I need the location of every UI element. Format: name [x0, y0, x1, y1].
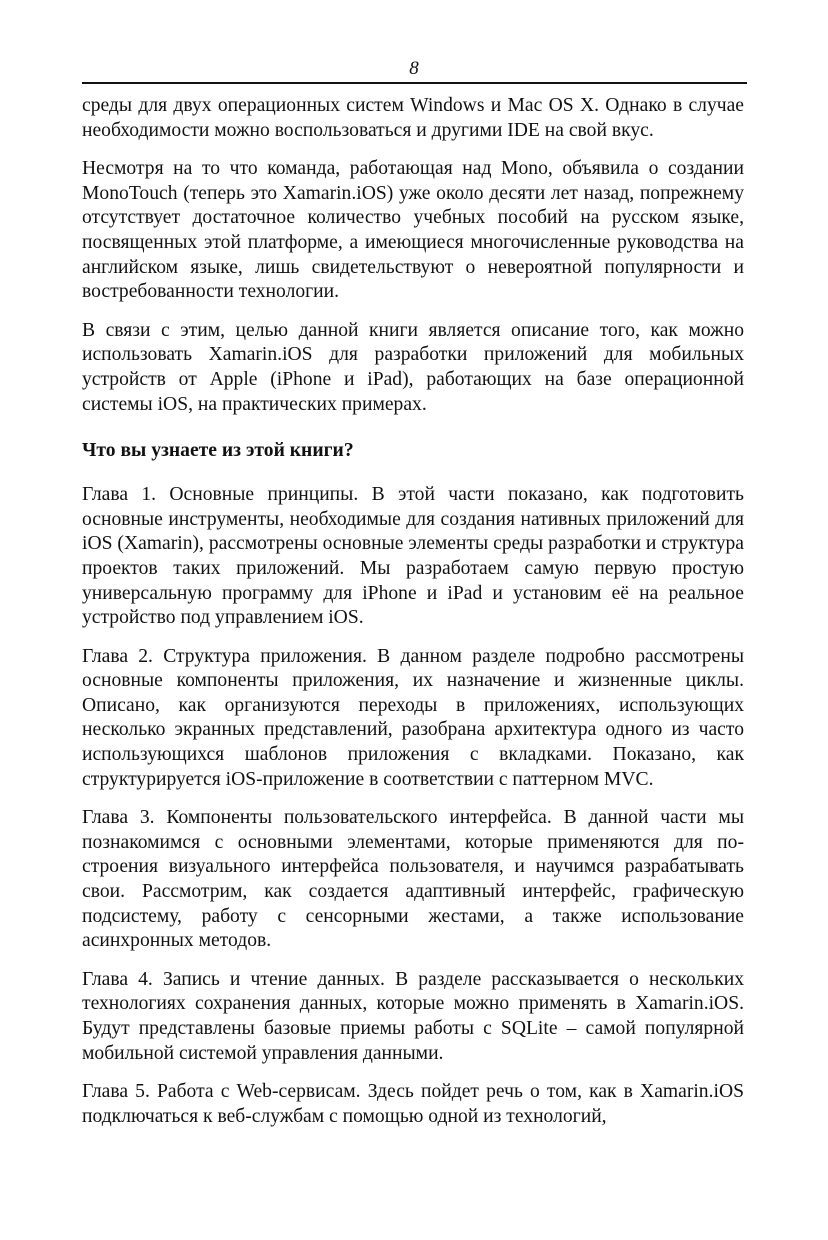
- page-number: 8: [409, 58, 419, 79]
- paragraph-chapter-1: Глава 1. Основные принципы. В этой части показано, как подготовить основные инструменты, необходимые для создания нативных приложений для iOS (Xamarin), рассмотрены основные элементы среды разработки и структура проектов таких приложений. Мы разработаем самую первую простую универсальную программу для iPhone и iPad и установим её на реальное устройство под управлением iOS.: [82, 484, 744, 629]
- paragraph-intro-1: среды для двух операционных систем Windows и Mac OS X. Однако в случае необходимости можно воспользоваться и другими IDE на свой вкус.: [82, 95, 744, 141]
- paragraph-chapter-3: Глава 3. Компоненты пользовательского интерфейса. В данной части мы познакомимся с основными элементами, которые применяются для построения визуального интерфейса пользователя, и научимся разрабатывать свои. Рассмотрим, как создается адаптивный интерфейс, графическую подсистему, работу с сенсорными жестами, а также использование асинхронных методов.: [82, 807, 744, 952]
- paragraph-intro-2: Несмотря на то что команда, работающая над Mono, объявила о создании MonoTouch (теперь это Xamarin.iOS) уже около десяти лет назад, попрежнему отсутствует достаточное количество учебных пособий на русском языке, посвященных этой платформе, а имеющиеся многочисленные руководства на английском языке, лишь свидетельствуют о невероятной популярности и востребованности технологии.: [82, 158, 744, 303]
- page-body: [82, 94, 744, 1143]
- section-heading: Что вы узнаете из этой книги?: [82, 440, 354, 462]
- header-rule: [82, 82, 747, 84]
- paragraph-intro-3: В связи с этим, целью данной книги является описание того, как можно использовать Xamarin.iOS для разработки приложений для мобильных устройств от Apple (iPhone и iPad), работающих на базе операционной системы iOS, на практических примерах.: [82, 319, 744, 415]
- paragraph-chapter-2: Глава 2. Структура приложения. В данном разделе подробно рассмотрены основные компоненты приложения, их назначение и жизненные циклы. Описано, как организуются переходы в приложениях, использующих несколько экранных представлений, разобрана архитектура одного из часто использующихся шаблонов приложения с вкладками. Показано, как структурируется iOS-приложение в соответствии с паттерном MVC.: [82, 645, 744, 790]
- paragraph-chapter-5: Глава 5. Работа с Web-сервисам. Здесь пойдет речь о том, как в Xamarin.iOS подключаться к веб-службам с помощью одной из технологий,: [82, 1081, 744, 1127]
- paragraph-chapter-4: Глава 4. Запись и чтение данных. В разделе рассказывается о нескольких технологиях сохранения данных, которые можно применять в Xamarin.iOS. Будут представлены базовые приемы работы с SQLite – самой популярной мобильной системой управления данными.: [82, 968, 744, 1064]
